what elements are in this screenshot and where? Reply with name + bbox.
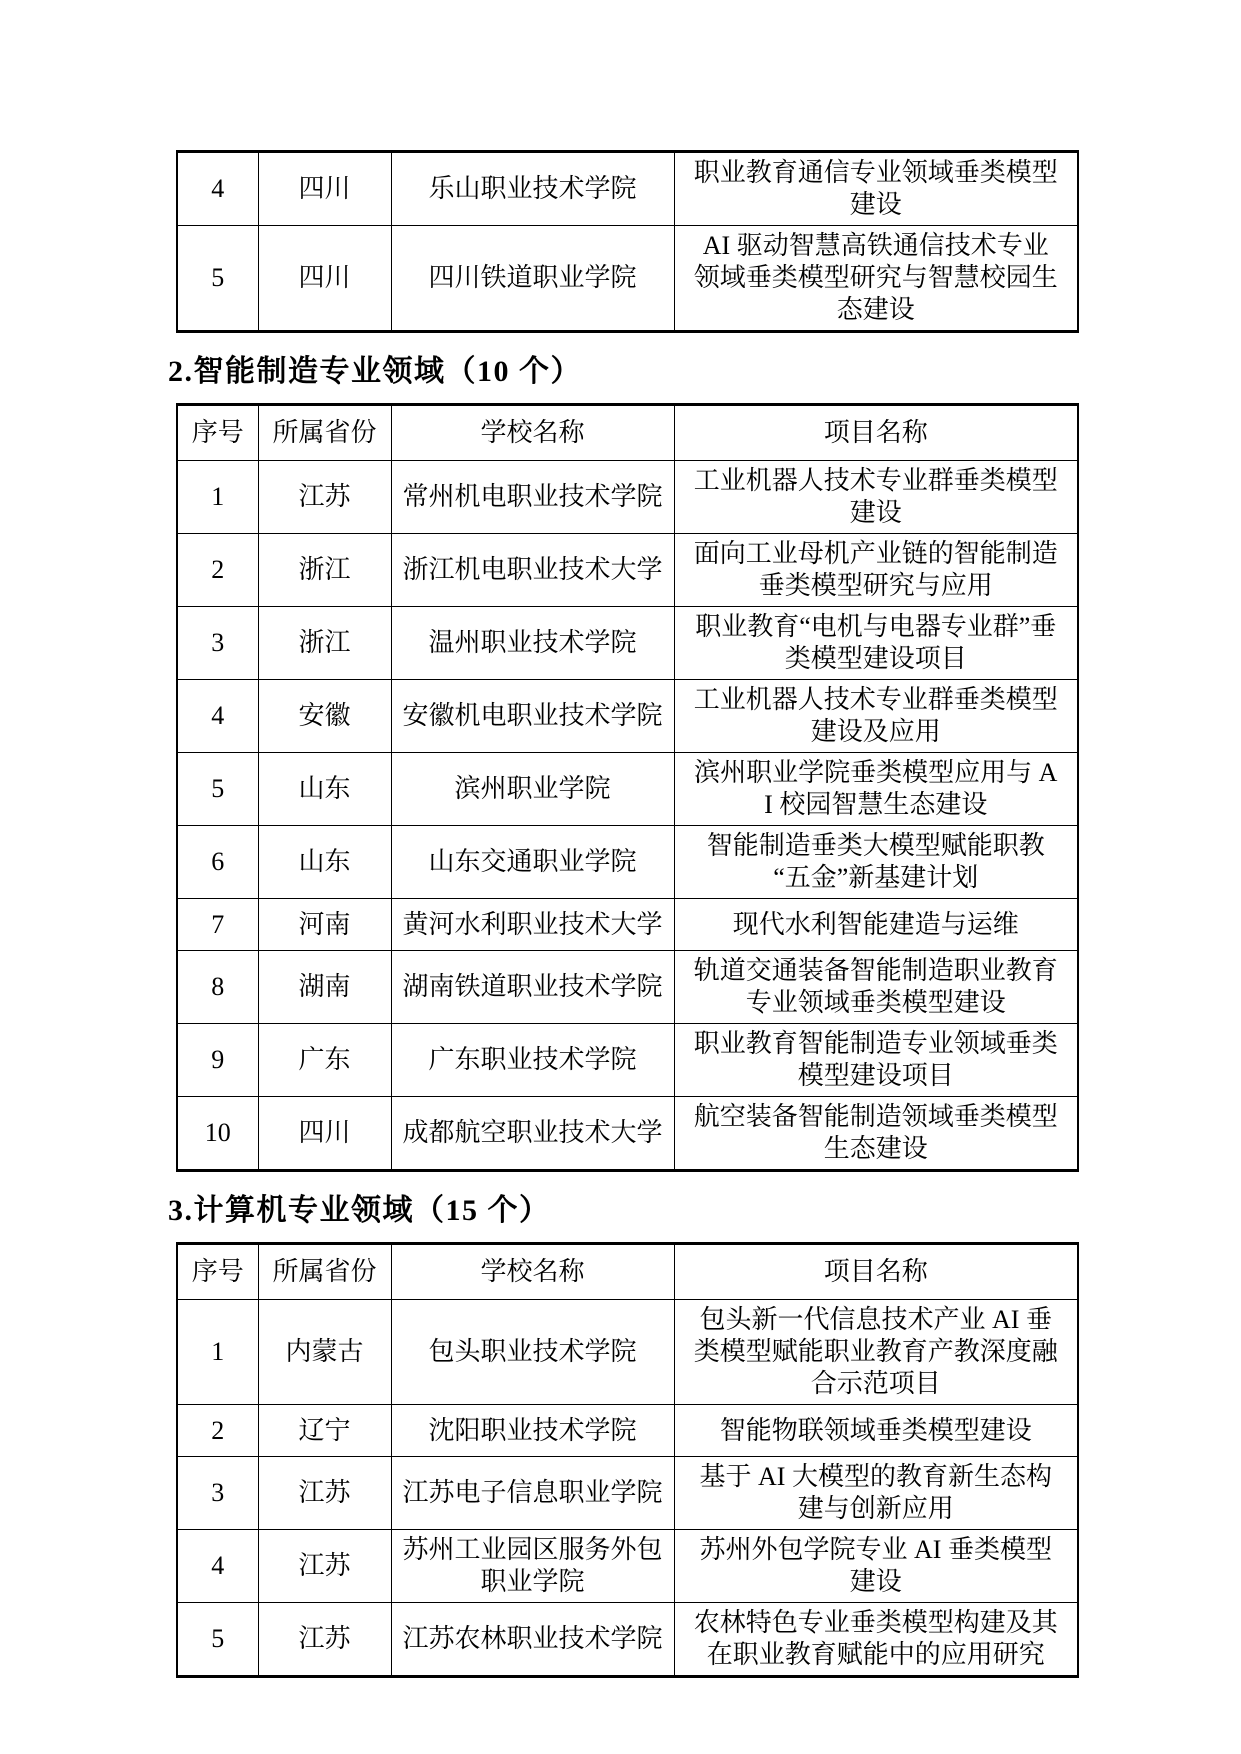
cell-no: 1 bbox=[177, 1300, 258, 1405]
cell-province: 江苏 bbox=[258, 461, 391, 534]
table-row bbox=[177, 1457, 1078, 1530]
cell-no: 1 bbox=[177, 461, 258, 534]
table-header-row bbox=[177, 405, 1078, 461]
table-row bbox=[177, 1405, 1078, 1457]
cell-school: 常州机电职业技术学院 bbox=[391, 461, 674, 534]
cell-school: 山东交通职业学院 bbox=[391, 826, 674, 899]
cell-project: 智能物联领域垂类模型建设 bbox=[674, 1405, 1078, 1457]
cell-province: 浙江 bbox=[258, 607, 391, 680]
cell-province: 四川 bbox=[258, 226, 391, 332]
cell-school: 广东职业技术学院 bbox=[391, 1024, 674, 1097]
cell-province: 山东 bbox=[258, 826, 391, 899]
table-row bbox=[177, 152, 1078, 226]
cell-school: 沈阳职业技术学院 bbox=[391, 1405, 674, 1457]
table-row bbox=[177, 226, 1078, 332]
column-header-province: 所属省份 bbox=[258, 405, 391, 461]
column-header-province: 所属省份 bbox=[258, 1244, 391, 1300]
table-header-row bbox=[177, 1244, 1078, 1300]
cell-project: AI 驱动智慧高铁通信技术专业领域垂类模型研究与智慧校园生态建设 bbox=[674, 226, 1078, 332]
cell-school: 温州职业技术学院 bbox=[391, 607, 674, 680]
cell-project: 轨道交通装备智能制造职业教育专业领域垂类模型建设 bbox=[674, 951, 1078, 1024]
cell-no: 2 bbox=[177, 534, 258, 607]
table-row bbox=[177, 753, 1078, 826]
cell-province: 安徽 bbox=[258, 680, 391, 753]
cell-project: 职业教育智能制造专业领域垂类模型建设项目 bbox=[674, 1024, 1078, 1097]
column-header-project: 项目名称 bbox=[674, 405, 1078, 461]
cell-school: 苏州工业园区服务外包职业学院 bbox=[391, 1530, 674, 1603]
cell-school: 浙江机电职业技术大学 bbox=[391, 534, 674, 607]
cell-province: 山东 bbox=[258, 753, 391, 826]
cell-project: 包头新一代信息技术产业 AI 垂类模型赋能职业教育产教深度融合示范项目 bbox=[674, 1300, 1078, 1405]
communication-projects-table bbox=[176, 150, 1079, 333]
cell-no: 5 bbox=[177, 226, 258, 332]
cell-school: 四川铁道职业学院 bbox=[391, 226, 674, 332]
section-heading-computer: 3.计算机专业领域（15 个） bbox=[168, 1194, 551, 1227]
cell-school: 安徽机电职业技术学院 bbox=[391, 680, 674, 753]
table-row bbox=[177, 1024, 1078, 1097]
table-row bbox=[177, 534, 1078, 607]
table-row bbox=[177, 1530, 1078, 1603]
cell-province: 四川 bbox=[258, 1097, 391, 1171]
table-row bbox=[177, 826, 1078, 899]
cell-province: 湖南 bbox=[258, 951, 391, 1024]
cell-no: 3 bbox=[177, 607, 258, 680]
cell-project: 工业机器人技术专业群垂类模型建设及应用 bbox=[674, 680, 1078, 753]
manufacturing-projects-table bbox=[176, 403, 1079, 1172]
cell-province: 江苏 bbox=[258, 1457, 391, 1530]
cell-school: 湖南铁道职业技术学院 bbox=[391, 951, 674, 1024]
table-row bbox=[177, 899, 1078, 951]
computer-projects-table bbox=[176, 1242, 1079, 1678]
cell-province: 河南 bbox=[258, 899, 391, 951]
column-header-project: 项目名称 bbox=[674, 1244, 1078, 1300]
cell-province: 广东 bbox=[258, 1024, 391, 1097]
cell-province: 辽宁 bbox=[258, 1405, 391, 1457]
table-row bbox=[177, 1603, 1078, 1677]
cell-project: 现代水利智能建造与运维 bbox=[674, 899, 1078, 951]
cell-project: 航空装备智能制造领域垂类模型生态建设 bbox=[674, 1097, 1078, 1171]
column-header-school: 学校名称 bbox=[391, 405, 674, 461]
cell-school: 江苏电子信息职业学院 bbox=[391, 1457, 674, 1530]
table-row bbox=[177, 461, 1078, 534]
cell-project: 职业教育“电机与电器专业群”垂类模型建设项目 bbox=[674, 607, 1078, 680]
cell-no: 9 bbox=[177, 1024, 258, 1097]
cell-school: 乐山职业技术学院 bbox=[391, 152, 674, 226]
cell-project: 职业教育通信专业领域垂类模型建设 bbox=[674, 152, 1078, 226]
cell-school: 黄河水利职业技术大学 bbox=[391, 899, 674, 951]
cell-school: 滨州职业学院 bbox=[391, 753, 674, 826]
column-header-school: 学校名称 bbox=[391, 1244, 674, 1300]
cell-no: 8 bbox=[177, 951, 258, 1024]
cell-no: 5 bbox=[177, 753, 258, 826]
cell-province: 内蒙古 bbox=[258, 1300, 391, 1405]
cell-no: 5 bbox=[177, 1603, 258, 1677]
cell-project: 农林特色专业垂类模型构建及其在职业教育赋能中的应用研究 bbox=[674, 1603, 1078, 1677]
cell-school: 江苏农林职业技术学院 bbox=[391, 1603, 674, 1677]
cell-project: 苏州外包学院专业 AI 垂类模型建设 bbox=[674, 1530, 1078, 1603]
cell-province: 江苏 bbox=[258, 1530, 391, 1603]
table-row bbox=[177, 607, 1078, 680]
table-row bbox=[177, 951, 1078, 1024]
cell-no: 4 bbox=[177, 1530, 258, 1603]
cell-no: 6 bbox=[177, 826, 258, 899]
cell-no: 4 bbox=[177, 680, 258, 753]
cell-no: 10 bbox=[177, 1097, 258, 1171]
cell-province: 四川 bbox=[258, 152, 391, 226]
cell-project: 智能制造垂类大模型赋能职教“五金”新基建计划 bbox=[674, 826, 1078, 899]
cell-project: 基于 AI 大模型的教育新生态构建与创新应用 bbox=[674, 1457, 1078, 1530]
cell-province: 浙江 bbox=[258, 534, 391, 607]
table-row bbox=[177, 1300, 1078, 1405]
cell-no: 3 bbox=[177, 1457, 258, 1530]
column-header-no: 序号 bbox=[177, 405, 258, 461]
cell-no: 2 bbox=[177, 1405, 258, 1457]
cell-project: 工业机器人技术专业群垂类模型建设 bbox=[674, 461, 1078, 534]
cell-school: 包头职业技术学院 bbox=[391, 1300, 674, 1405]
cell-school: 成都航空职业技术大学 bbox=[391, 1097, 674, 1171]
cell-project: 滨州职业学院垂类模型应用与 AI 校园智慧生态建设 bbox=[674, 753, 1078, 826]
section-heading-manufacturing: 2.智能制造专业领域（10 个） bbox=[168, 355, 582, 388]
cell-province: 江苏 bbox=[258, 1603, 391, 1677]
cell-no: 4 bbox=[177, 152, 258, 226]
cell-no: 7 bbox=[177, 899, 258, 951]
column-header-no: 序号 bbox=[177, 1244, 258, 1300]
table-row bbox=[177, 680, 1078, 753]
cell-project: 面向工业母机产业链的智能制造垂类模型研究与应用 bbox=[674, 534, 1078, 607]
table-row bbox=[177, 1097, 1078, 1171]
